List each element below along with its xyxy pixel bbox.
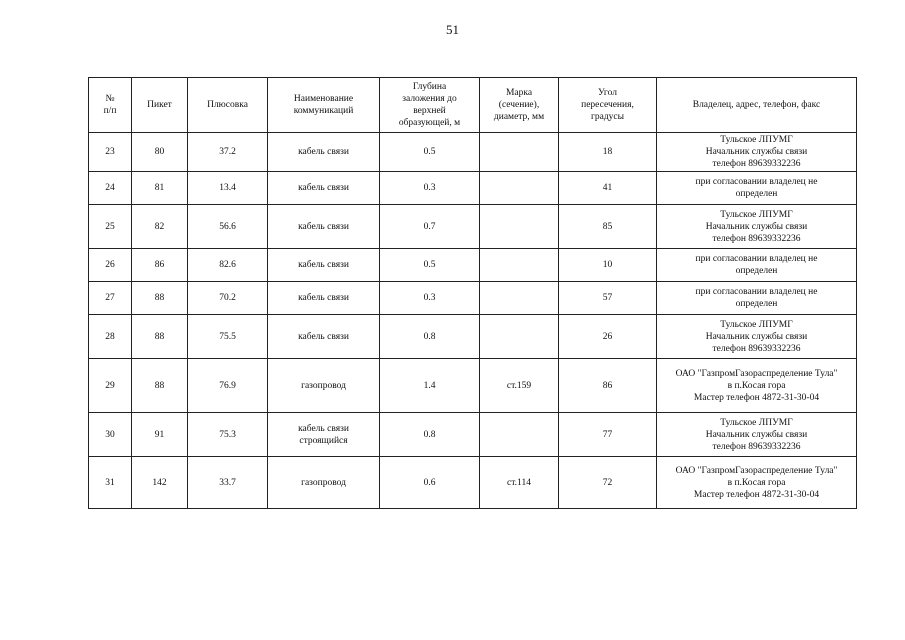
cell-owner: Тульское ЛПУМГ Начальник службы связи телефон 89639332236 [657, 315, 857, 359]
cell-plus: 75.5 [188, 315, 268, 359]
cell-depth: 1.4 [380, 359, 480, 413]
cell-depth: 0.8 [380, 413, 480, 457]
cell-communication: кабель связи строящийся [268, 413, 380, 457]
communications-table [88, 77, 857, 509]
header-owner: Владелец, адрес, телефон, факс [657, 78, 857, 133]
cell-depth: 0.8 [380, 315, 480, 359]
cell-owner: ОАО "ГазпромГазораспределение Тула" в п.Косая гора Мастер телефон 4872-31-30-04 [657, 359, 857, 413]
cell-picket: 91 [132, 413, 188, 457]
table-row [89, 205, 857, 249]
table-row [89, 359, 857, 413]
cell-plus: 75.3 [188, 413, 268, 457]
cell-communication: кабель связи [268, 172, 380, 205]
cell-number: 24 [89, 172, 132, 205]
cell-angle: 86 [559, 359, 657, 413]
cell-communication: газопровод [268, 359, 380, 413]
table-body [89, 133, 857, 509]
cell-owner: Тульское ЛПУМГ Начальник службы связи телефон 89639332236 [657, 133, 857, 172]
table-header-row [89, 78, 857, 133]
cell-number: 25 [89, 205, 132, 249]
cell-plus: 56.6 [188, 205, 268, 249]
cell-communication: кабель связи [268, 133, 380, 172]
cell-plus: 37.2 [188, 133, 268, 172]
header-number: № п/п [89, 78, 132, 133]
cell-mark [480, 413, 559, 457]
cell-communication: газопровод [268, 457, 380, 509]
cell-communication: кабель связи [268, 315, 380, 359]
cell-mark [480, 205, 559, 249]
cell-communication: кабель связи [268, 205, 380, 249]
cell-mark: ст.114 [480, 457, 559, 509]
cell-number: 31 [89, 457, 132, 509]
cell-angle: 41 [559, 172, 657, 205]
cell-number: 26 [89, 249, 132, 282]
cell-mark [480, 133, 559, 172]
cell-owner: при согласовании владелец не определен [657, 282, 857, 315]
cell-depth: 0.7 [380, 205, 480, 249]
cell-plus: 33.7 [188, 457, 268, 509]
cell-depth: 0.5 [380, 133, 480, 172]
cell-picket: 86 [132, 249, 188, 282]
cell-owner: Тульское ЛПУМГ Начальник службы связи телефон 89639332236 [657, 205, 857, 249]
cell-plus: 13.4 [188, 172, 268, 205]
cell-communication: кабель связи [268, 282, 380, 315]
cell-plus: 82.6 [188, 249, 268, 282]
table-row [89, 172, 857, 205]
cell-number: 27 [89, 282, 132, 315]
cell-mark [480, 315, 559, 359]
cell-communication: кабель связи [268, 249, 380, 282]
cell-owner: Тульское ЛПУМГ Начальник службы связи телефон 89639332236 [657, 413, 857, 457]
cell-mark [480, 249, 559, 282]
cell-angle: 10 [559, 249, 657, 282]
cell-picket: 81 [132, 172, 188, 205]
cell-mark [480, 282, 559, 315]
cell-depth: 0.3 [380, 282, 480, 315]
cell-angle: 18 [559, 133, 657, 172]
cell-owner: при согласовании владелец не определен [657, 249, 857, 282]
cell-owner: ОАО "ГазпромГазораспределение Тула" в п.Косая гора Мастер телефон 4872-31-30-04 [657, 457, 857, 509]
cell-depth: 0.6 [380, 457, 480, 509]
cell-angle: 72 [559, 457, 657, 509]
table-row [89, 315, 857, 359]
header-communication-name: Наименование коммуникаций [268, 78, 380, 133]
cell-picket: 82 [132, 205, 188, 249]
cell-picket: 88 [132, 359, 188, 413]
cell-depth: 0.3 [380, 172, 480, 205]
table-row [89, 249, 857, 282]
table-row [89, 282, 857, 315]
cell-picket: 88 [132, 282, 188, 315]
cell-number: 23 [89, 133, 132, 172]
cell-picket: 80 [132, 133, 188, 172]
header-depth: Глубина заложения до верхней образующей, м [380, 78, 480, 133]
header-picket: Пикет [132, 78, 188, 133]
cell-angle: 26 [559, 315, 657, 359]
table-row [89, 457, 857, 509]
table-row [89, 133, 857, 172]
cell-angle: 77 [559, 413, 657, 457]
page-number: 51 [446, 22, 459, 37]
cell-plus: 76.9 [188, 359, 268, 413]
cell-angle: 57 [559, 282, 657, 315]
cell-number: 30 [89, 413, 132, 457]
cell-depth: 0.5 [380, 249, 480, 282]
header-mark: Марка (сечение), диаметр, мм [480, 78, 559, 133]
cell-mark [480, 172, 559, 205]
cell-owner: при согласовании владелец не определен [657, 172, 857, 205]
table-row [89, 413, 857, 457]
cell-number: 28 [89, 315, 132, 359]
header-plus: Плюсовка [188, 78, 268, 133]
cell-mark: ст.159 [480, 359, 559, 413]
cell-angle: 85 [559, 205, 657, 249]
cell-picket: 88 [132, 315, 188, 359]
cell-plus: 70.2 [188, 282, 268, 315]
cell-picket: 142 [132, 457, 188, 509]
header-angle: Угол пересечения, градусы [559, 78, 657, 133]
cell-number: 29 [89, 359, 132, 413]
